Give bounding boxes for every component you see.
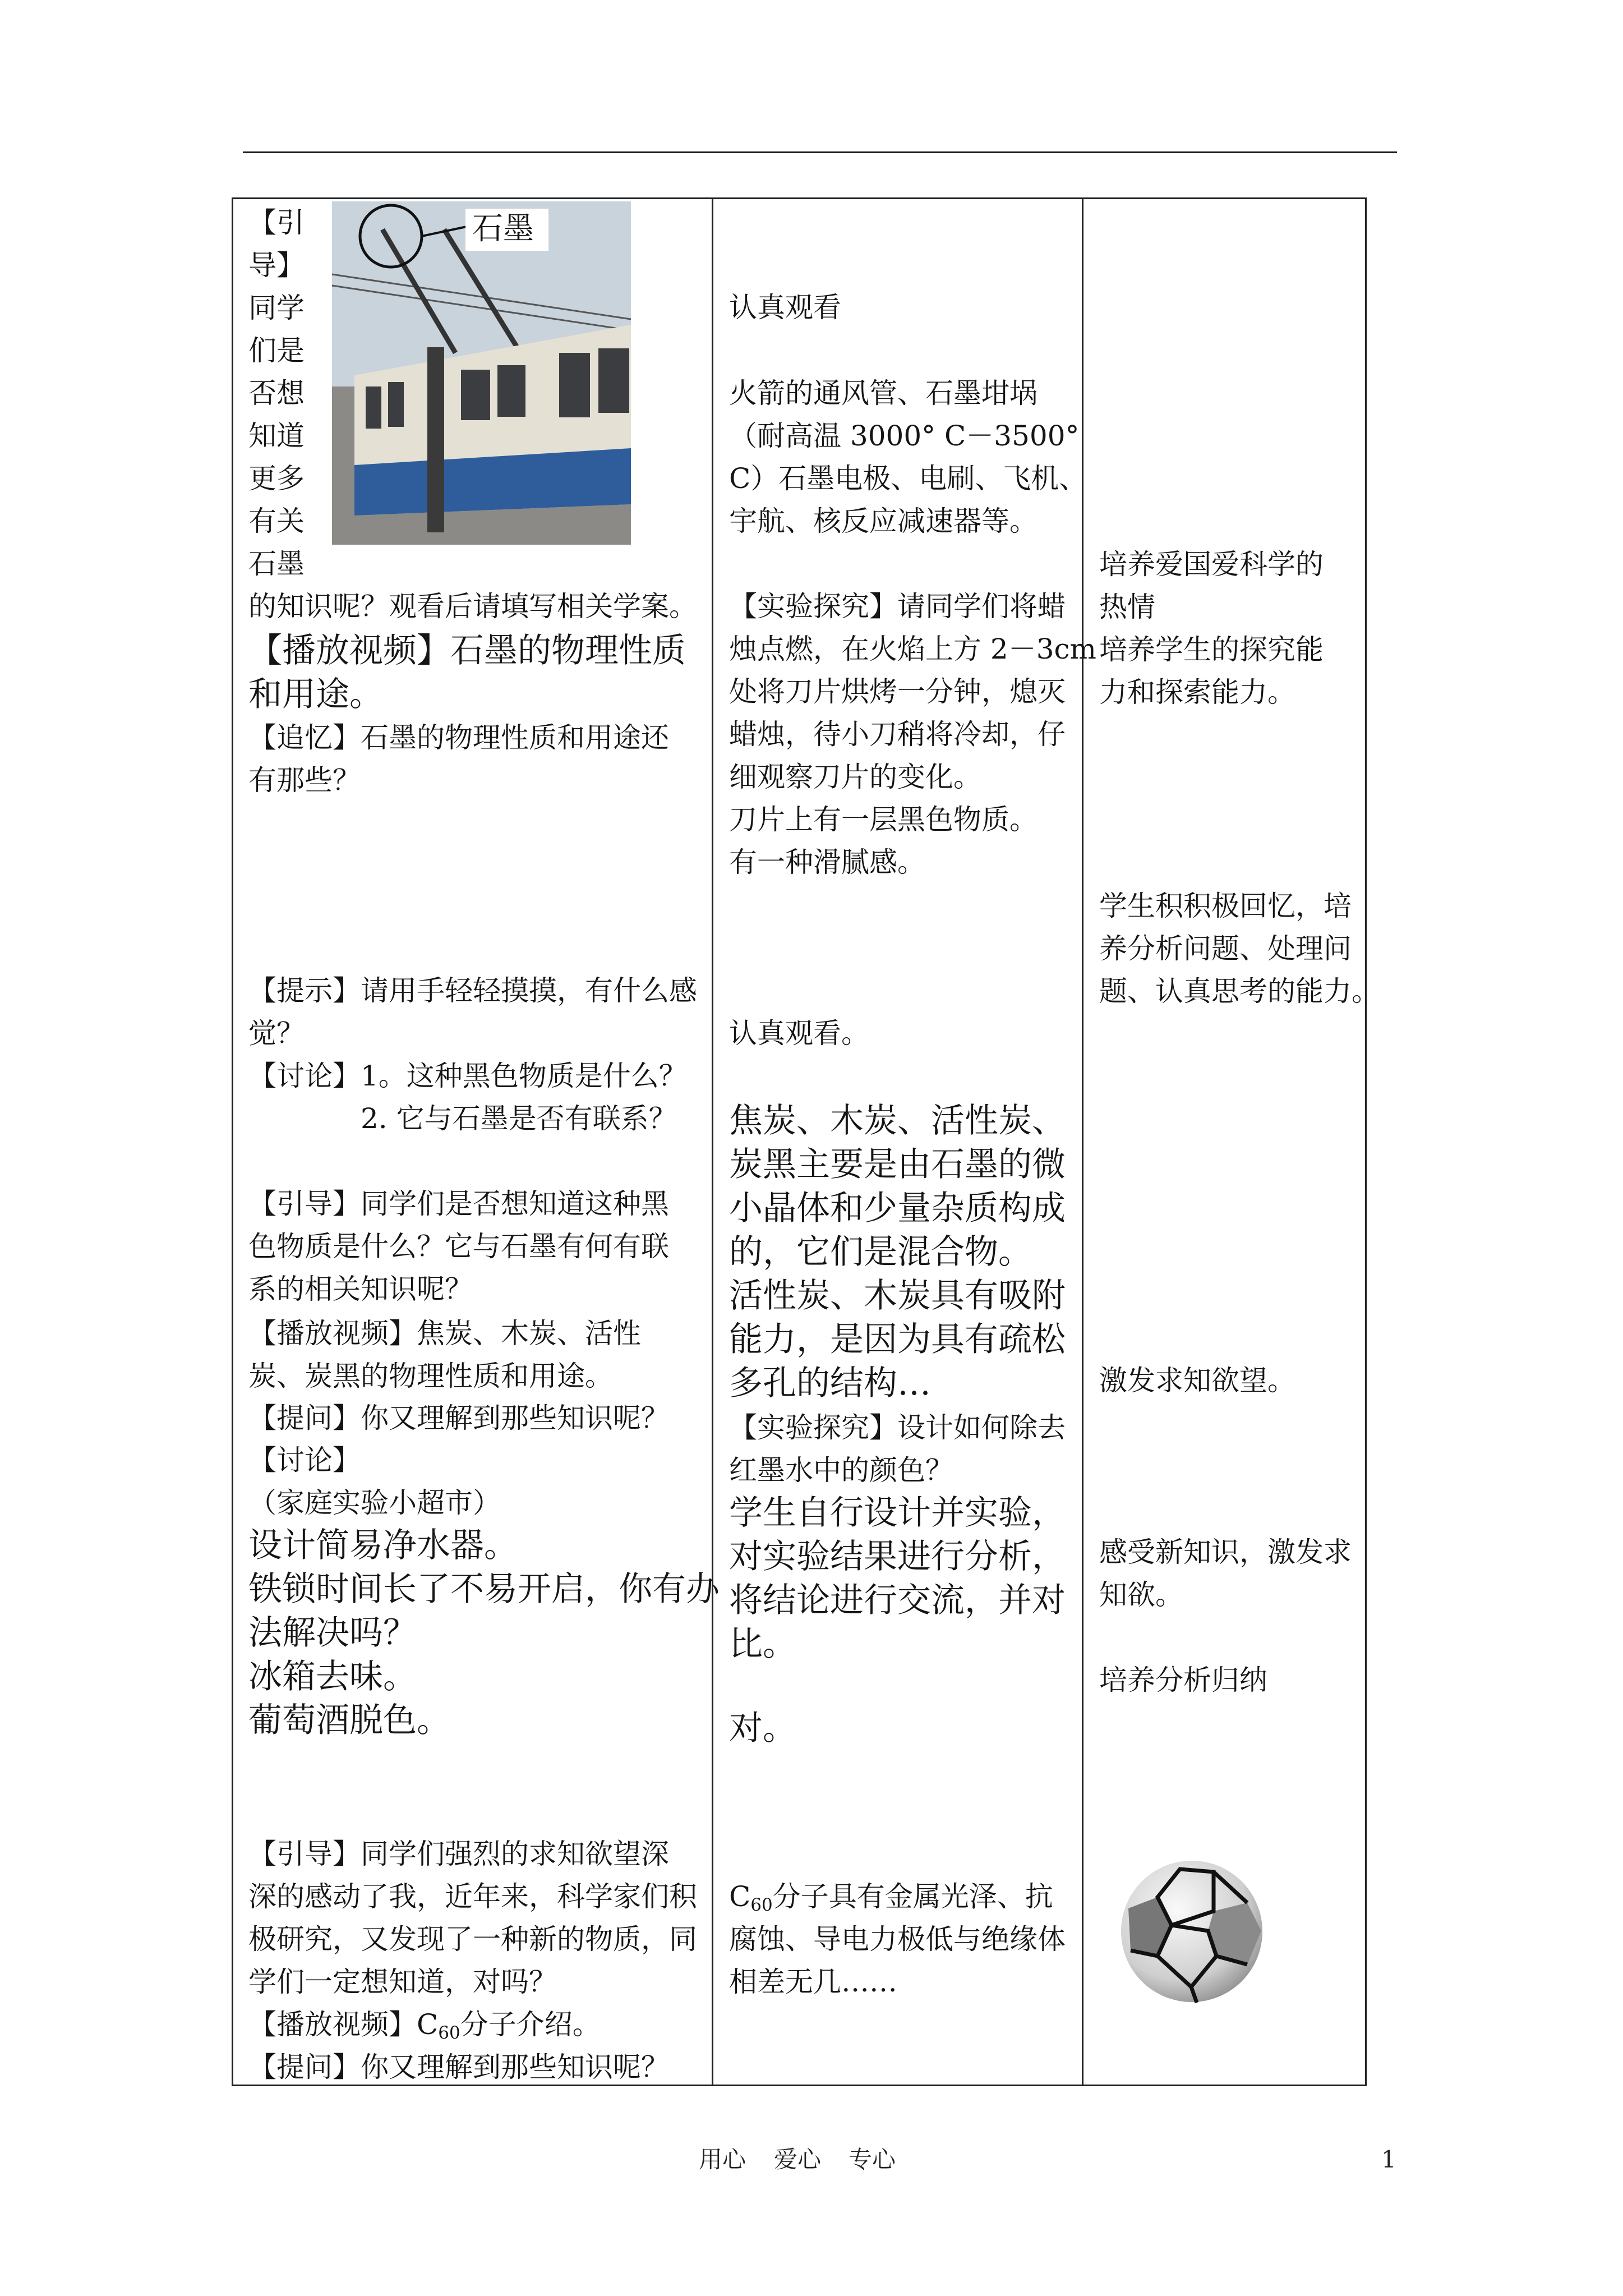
play-video-1-line-1: 【播放视频】石墨的物理性质	[248, 631, 686, 670]
student-design-line-1: 学生自行设计并实验，	[729, 1493, 1066, 1533]
home-item-2: 铁锁时间长了不易开启，你有办	[248, 1570, 720, 1609]
experiment-1-line-2: 烛点燃，在火焰上方 2－3cm	[729, 633, 1096, 665]
guide-3-line-2: 深的感动了我，近年来，科学家们积	[248, 1880, 697, 1913]
play-video-2-line-1: 【播放视频】焦炭、木炭、活性	[248, 1317, 641, 1350]
footer-motto-1: 用心	[699, 2146, 746, 2173]
experiment-1-line-3: 处将刀片烘烤一分钟，熄灭	[729, 675, 1066, 708]
experiment-1-line-6: 刀片上有一层黑色物质。	[729, 803, 1038, 836]
intro-line-4: 们是	[248, 334, 305, 367]
recall-line-1: 【追忆】石墨的物理性质和用途还	[248, 721, 669, 754]
c60-line-1-text: 分子具有金属光泽、抗	[772, 1880, 1053, 1913]
guide-2-line-3: 系的相关知识呢？	[248, 1273, 473, 1305]
discuss-3: 【讨论】	[248, 1444, 361, 1476]
watch-1: 认真观看	[729, 291, 841, 324]
trolleybus-photo	[332, 201, 631, 545]
intro-line-tail: 的知识呢？观看后请填写相关学案。	[248, 590, 697, 623]
patriotic-line-2: 热情	[1099, 591, 1155, 623]
home-item-3: 法解决吗？	[248, 1613, 417, 1653]
intro-line-1: 【引	[248, 206, 305, 239]
experiment-1-line-4: 蜡烛，待小刀稍将冷却，仔	[729, 718, 1066, 751]
recall-line-2: 有那些？	[248, 764, 361, 797]
c60-prefix: C	[729, 1880, 751, 1913]
home-item-5: 葡萄酒脱色。	[248, 1701, 450, 1740]
home-item-4: 冰箱去味。	[248, 1657, 417, 1696]
home-item-1: 设计简易净水器。	[248, 1526, 518, 1565]
intro-line-2: 导】	[248, 249, 305, 282]
desire: 激发求知欲望。	[1099, 1364, 1295, 1397]
carbon-line-4: 的，它们是混合物。	[729, 1232, 1032, 1272]
experiment-1-line-5: 细观察刀片的变化。	[729, 761, 981, 793]
recall-goal-line-3: 题、认真思考的能力。	[1099, 975, 1380, 1007]
header-rule	[243, 151, 1397, 153]
c60-molecule-image	[1118, 1858, 1265, 2005]
recall-goal-line-2: 养分析问题、处理问	[1099, 932, 1352, 965]
page-number: 1	[1381, 2146, 1396, 2173]
carbon-line-1: 焦炭、木炭、活性炭、	[729, 1101, 1066, 1140]
carbon-line-3: 小晶体和少量杂质构成	[729, 1189, 1066, 1228]
experiment-1-line-7: 有一种滑腻感。	[729, 846, 925, 878]
uses-line-3: C）石墨电极、电刷、飞机、	[729, 462, 1087, 495]
discuss-1: 【讨论】1。这种黑色物质是什么？	[248, 1060, 687, 1092]
summary: 培养分析归纳	[1099, 1664, 1267, 1696]
uses-line-1: 火箭的通风管、石墨坩埚	[729, 377, 1038, 409]
c60-line-1	[729, 1880, 1053, 1915]
intro-line-8: 有关	[248, 505, 305, 537]
new-knowledge-line-1: 感受新知识，激发求	[1099, 1536, 1352, 1568]
play-video-3	[248, 2010, 601, 2042]
carbon-line-2: 炭黑主要是由石墨的微	[729, 1145, 1066, 1184]
hint-line-1: 【提示】请用手轻轻摸摸，有什么感	[248, 974, 697, 1007]
experiment-2-line-2: 红墨水中的颜色？	[729, 1454, 953, 1487]
watch-2: 认真观看。	[729, 1017, 869, 1050]
recall-goal-line-1: 学生积积极回忆，培	[1099, 890, 1352, 922]
carbon-line-7: 多孔的结构…	[729, 1364, 931, 1403]
answer: 对。	[729, 1709, 796, 1748]
play-video-3-prefix: 【播放视频】C	[248, 2008, 439, 2041]
play-video-2-line-2: 炭、炭黑的物理性质和用途。	[248, 1360, 613, 1392]
c60-line-3: 相差无几……	[729, 1966, 897, 1998]
inquiry-line-1: 培养学生的探究能	[1099, 633, 1324, 666]
guide-2-line-1: 【引导】同学们是否想知道这种黑	[248, 1188, 669, 1220]
inquiry-line-2: 力和探索能力。	[1099, 676, 1295, 708]
guide-3-line-1: 【引导】同学们强烈的求知欲望深	[248, 1838, 669, 1870]
carbon-line-5: 活性炭、木炭具有吸附	[729, 1276, 1066, 1315]
intro-line-7: 更多	[248, 462, 305, 495]
footer-motto-2: 爱心	[774, 2146, 822, 2173]
home-lab-title: （家庭实验小超市）	[248, 1487, 501, 1519]
student-design-line-4: 比。	[729, 1625, 796, 1664]
patriotic-line-1: 培养爱国爱科学的	[1099, 548, 1324, 581]
intro-line-5: 否想	[248, 377, 305, 409]
carbon-line-6: 能力，是因为具有疏松	[729, 1320, 1066, 1359]
student-design-line-2: 对实验结果进行分析，	[729, 1537, 1066, 1576]
footer-motto-3: 专心	[849, 2146, 896, 2173]
new-knowledge-line-2: 知欲。	[1099, 1579, 1183, 1611]
intro-line-6: 知道	[248, 420, 305, 452]
question-1: 【提问】你又理解到那些知识呢？	[248, 1402, 669, 1434]
guide-2-line-2: 色物质是什么？它与石墨有何有联	[248, 1230, 669, 1263]
c60-line-2: 腐蚀、导电力极低与绝缘体	[729, 1923, 1066, 1955]
guide-3-line-4: 学们一定想知道，对吗？	[248, 1966, 557, 1998]
intro-line-9: 石墨	[248, 547, 305, 580]
guide-3-line-3: 极研究，又发现了一种新的物质，同	[248, 1923, 697, 1955]
play-video-1-line-2: 和用途。	[248, 675, 383, 714]
question-2: 【提问】你又理解到那些知识呢？	[248, 2051, 669, 2083]
play-video-3-subscript: 60	[438, 2022, 460, 2043]
uses-line-2: （耐高温 3000° C－3500°	[729, 420, 1080, 452]
experiment-2-line-1: 【实验探究】设计如何除去	[729, 1411, 1066, 1444]
photo-callout-label: 石墨	[465, 209, 548, 251]
uses-line-4: 宇航、核反应减速器等。	[729, 505, 1038, 537]
play-video-3-suffix: 分子介绍。	[460, 2008, 601, 2041]
intro-line-3: 同学	[248, 292, 305, 324]
discuss-2: 2. 它与石墨是否有联系？	[361, 1102, 677, 1135]
hint-line-2: 觉？	[248, 1017, 305, 1050]
student-design-line-3: 将结论进行交流，并对	[729, 1581, 1066, 1620]
experiment-1-line-1: 【实验探究】请同学们将蜡	[729, 590, 1066, 623]
c60-subscript: 60	[750, 1894, 773, 1915]
column-divider-1	[712, 199, 713, 2085]
